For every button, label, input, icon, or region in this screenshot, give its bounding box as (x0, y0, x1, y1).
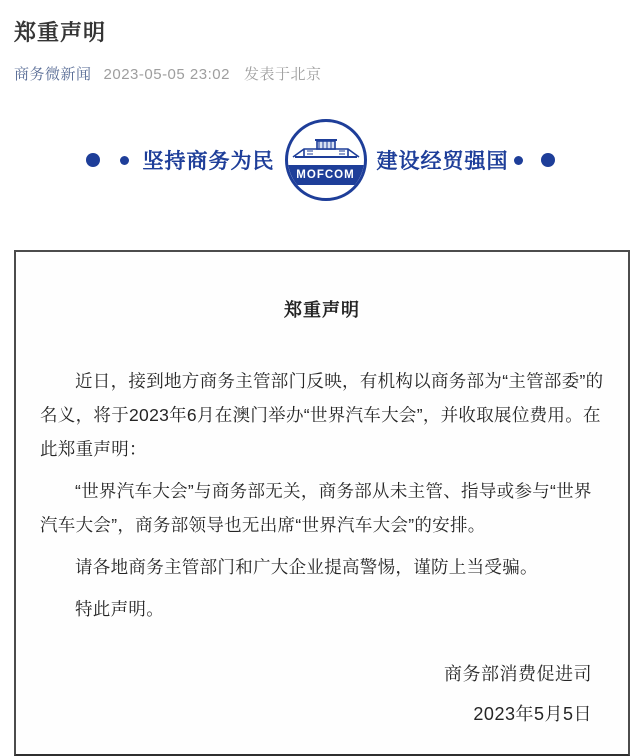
publish-datetime: 2023-05-05 23:02 (103, 66, 230, 83)
statement-paragraph-1: 近日，接到地方商务主管部门反映，有机构以商务部为“主管部委”的名义，将于2023年6月在澳门举办“世界汽车大会”，并收取展位费用。在此郑重声明： (40, 371, 604, 459)
statement-paragraph-3: 请各地商务主管部门和广大企业提高警惕，谨防上当受骗。 (75, 557, 538, 577)
banner-dot-large-left-icon (86, 153, 100, 167)
statement-paragraph-4: 特此声明。 (75, 599, 164, 619)
article-meta (14, 63, 640, 84)
statement-heading: 郑重声明 (284, 300, 360, 320)
statement-date: 2023年5月5日 (473, 704, 592, 724)
mofcom-slogan-banner (0, 114, 640, 206)
publish-location: 发表于北京 (243, 66, 322, 83)
statement-signature: 商务部消费促进司 (444, 664, 592, 684)
statement-letter-box (14, 250, 630, 756)
page-title: 郑重声明 (14, 20, 107, 45)
banner-slogan-right: 建设经贸强国 (376, 150, 509, 173)
mofcom-logo-label: MOFCOM (285, 165, 367, 185)
account-link[interactable]: 商务微新闻 (14, 66, 92, 83)
banner-dot-small-left-icon (120, 156, 129, 165)
statement-paragraph-2: “世界汽车大会”与商务部无关，商务部从未主管、指导或参与“世界汽车大会”，商务部领导也无出席“世界汽车大会”的安排。 (40, 481, 592, 535)
banner-dot-small-right-icon (514, 156, 523, 165)
banner-slogan-left: 坚持商务为民 (142, 150, 275, 173)
mofcom-logo (285, 119, 367, 201)
mofcom-building-icon (291, 131, 361, 163)
banner-dot-large-right-icon (541, 153, 555, 167)
